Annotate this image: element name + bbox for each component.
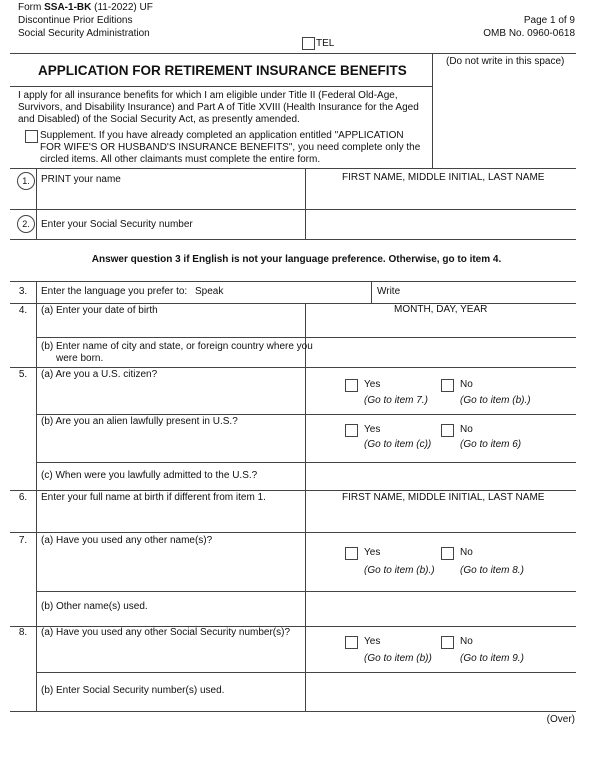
q5b-no-goto: (Go to item 6)	[460, 439, 522, 450]
office-use-divider	[432, 53, 433, 169]
q4-bottom-rule	[10, 367, 576, 368]
q7a-no-goto: (Go to item 8.)	[460, 565, 524, 576]
q7a-yes-label: Yes	[364, 547, 381, 558]
item-8-number: 8.	[18, 627, 28, 638]
q4a-birth-date-field[interactable]	[306, 318, 576, 336]
q8a-yes-goto: (Go to item (b))	[364, 653, 432, 664]
table-bottom-rule	[10, 711, 576, 712]
q8a-no-label: No	[460, 636, 473, 647]
title-rule	[10, 86, 433, 87]
q3-write-divider	[371, 281, 372, 303]
q8b-other-ssn-field[interactable]	[306, 673, 576, 710]
q8a-no-checkbox[interactable]	[441, 636, 454, 649]
q7a-no-checkbox[interactable]	[441, 547, 454, 560]
omb-number: OMB No. 0960-0618	[483, 28, 575, 39]
q8b-label: (b) Enter Social Security number(s) used.	[41, 685, 225, 696]
q6-label: Enter your full name at birth if different from item 1.	[41, 492, 266, 503]
header-rule	[10, 53, 576, 54]
q2-num-divider	[36, 209, 37, 239]
q3-label	[41, 286, 223, 298]
q3-label-text: Enter the language you prefer to:	[41, 286, 188, 297]
item-5-number: 5.	[18, 369, 28, 380]
over-label: (Over)	[546, 714, 575, 725]
q1-name-field[interactable]	[306, 186, 576, 208]
q1-num-divider	[36, 168, 37, 209]
tel-label: TEL	[316, 38, 335, 49]
q4a-date-hint: MONTH, DAY, YEAR	[394, 304, 488, 315]
tel-checkbox[interactable]	[302, 37, 315, 50]
q5b-yes-goto: (Go to item (c))	[364, 439, 432, 450]
q3-write-field[interactable]	[410, 282, 575, 302]
q5a-no-goto: (Go to item (b).)	[460, 395, 531, 406]
form-title: APPLICATION FOR RETIREMENT INSURANCE BENEFITS	[38, 63, 407, 78]
language-instruction: Answer question 3 if English is not your language preference. Otherwise, go to item 4.	[91, 254, 502, 265]
q2-label: Enter your Social Security number	[41, 219, 193, 230]
form-id: SSA-1-BK	[44, 2, 92, 13]
q7a-yes-goto: (Go to item (b).)	[364, 565, 435, 576]
q8a-yes-label: Yes	[364, 636, 381, 647]
item-7-number: 7.	[18, 535, 28, 546]
item-4-number: 4.	[18, 305, 28, 316]
form-date: (11-2022) UF	[94, 2, 153, 13]
q4b-birthplace-field[interactable]	[306, 338, 576, 367]
form-id-line	[18, 2, 153, 14]
q6-name-hint: FIRST NAME, MIDDLE INITIAL, LAST NAME	[342, 492, 545, 503]
q8a-label: (a) Have you used any other Social Security number(s)?	[41, 627, 291, 638]
q5a-no-checkbox[interactable]	[441, 379, 454, 392]
q5a-label: (a) Are you a U.S. citizen?	[41, 369, 158, 380]
q4a-label: (a) Enter your date of birth	[41, 305, 158, 316]
q5c-admission-date-field[interactable]	[306, 463, 576, 489]
q5a-bottom-rule	[36, 414, 576, 415]
q5b-label: (b) Are you an alien lawfully present in U.S.?	[41, 416, 238, 427]
q7b-other-names-field[interactable]	[306, 592, 576, 625]
item-3-number: 3.	[18, 286, 28, 297]
item-6-number: 6.	[18, 492, 28, 503]
q5a-yes-goto: (Go to item 7.)	[364, 395, 428, 406]
q5a-yes-checkbox[interactable]	[345, 379, 358, 392]
q7a-no-label: No	[460, 547, 473, 558]
q6-bottom-rule	[10, 532, 576, 533]
q5a-yes-label: Yes	[364, 379, 381, 390]
q5-bottom-rule	[10, 490, 576, 491]
q1-name-hint: FIRST NAME, MIDDLE INITIAL, LAST NAME	[342, 172, 545, 183]
do-not-write-label: (Do not write in this space)	[446, 56, 565, 67]
q2-bottom-rule	[10, 239, 576, 240]
q5c-label: (c) When were you lawfully admitted to the U.S.?	[41, 470, 258, 481]
q8a-no-goto: (Go to item 9.)	[460, 653, 524, 664]
q8a-yes-checkbox[interactable]	[345, 636, 358, 649]
item-2-number: 2.	[17, 215, 35, 233]
q2-ssn-field[interactable]	[306, 210, 576, 238]
supplement-text: Supplement. If you have already completed an application entitled "APPLICATION FOR WIFE'S OR HUSBAND'S INSURANCE BENEFITS", you need complete only the circled items. All other claimants must complete the entire form.	[40, 130, 421, 165]
discontinue-note: Discontinue Prior Editions	[18, 15, 133, 26]
q5a-no-label: No	[460, 379, 473, 390]
q7a-yes-checkbox[interactable]	[345, 547, 358, 560]
q5b-yes-checkbox[interactable]	[345, 424, 358, 437]
q4b-label: (b) Enter name of city and state, or foreign country where you were born.	[41, 341, 313, 364]
agency-name: Social Security Administration	[18, 28, 150, 39]
q5b-yes-label: Yes	[364, 424, 381, 435]
q5b-no-label: No	[460, 424, 473, 435]
page-number: Page 1 of 9	[523, 15, 575, 26]
table-number-column-rule	[36, 281, 37, 711]
q6-birth-name-field[interactable]	[306, 506, 576, 531]
intro-text: I apply for all insurance benefits for which I am eligible under Title II (Federal Old-Age, Survivors, and Disability Insurance) and Part A of Title XVIII (Health Insurance for the Aged and Disabled) of the Social Security Act, as presently amended.	[18, 90, 419, 125]
q3-bottom-rule	[10, 303, 576, 304]
q3-speak-field[interactable]	[250, 282, 370, 302]
supplement-checkbox[interactable]	[25, 130, 38, 143]
q1-label: PRINT your name	[41, 174, 121, 185]
form-prefix: Form	[18, 2, 42, 13]
item-1-number: 1.	[17, 172, 35, 190]
q3-speak-label: Speak	[195, 286, 224, 297]
q3-write-label: Write	[377, 286, 401, 297]
q7a-label: (a) Have you used any other name(s)?	[41, 535, 213, 546]
intro-bottom-rule	[10, 168, 576, 169]
q7b-label: (b) Other name(s) used.	[41, 601, 148, 612]
q5b-no-checkbox[interactable]	[441, 424, 454, 437]
